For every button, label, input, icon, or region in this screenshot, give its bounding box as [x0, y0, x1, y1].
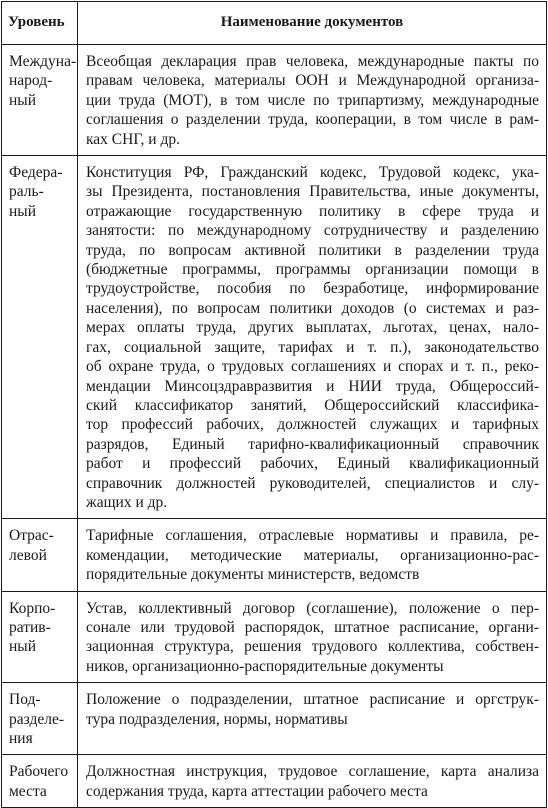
documents-cell: [78, 156, 547, 519]
level-line: ный: [9, 91, 37, 109]
documents-line: соглашения о разделении труда, кооперации, в том числе в рам-: [86, 111, 539, 129]
documents-line: комендации, методические материалы, организационно-рас-: [86, 546, 539, 564]
level-line: Федера-: [9, 164, 63, 182]
documents-line: разрядов, Единый тарифно-квалификационный справочник: [86, 435, 539, 453]
level-line: левой: [9, 546, 47, 564]
documents-line: мерах оплаты труда, других выплатах, льготах, ценах, нало-: [86, 319, 539, 337]
documents-line: Тарифные соглашения, отраслевые нормативы и правила, ре-: [86, 527, 539, 545]
documents-line: зационная структура, решения трудового коллектива, собствен-: [86, 638, 539, 656]
documents-line: порядительные документы министерств, ведомств: [86, 566, 420, 584]
documents-line: населения), по вопросам политики доходов (о системах и раз-: [86, 299, 539, 317]
level-line: ный: [9, 202, 37, 220]
documents-line: Всеобщая декларация прав человека, международные пакты по: [86, 53, 539, 70]
level-line: ратив-: [9, 618, 51, 636]
documents-line: (бюджетные программы, программы организации помощи в: [86, 261, 539, 279]
documents-line: содержания труда, карта аттестации рабочего места: [86, 782, 428, 800]
documents-line: занятости: по международному сотрудничеству и разделению: [86, 222, 539, 240]
documents-cell: [78, 45, 547, 156]
level-cell: [2, 45, 78, 156]
documents-line: тура подразделения, нормы, нормативы: [86, 710, 348, 728]
documents-line: Должностная инструкция, трудовое соглашение, карта анализа: [86, 763, 539, 781]
table-row: [2, 591, 547, 683]
documents-line: жащих и др.: [86, 493, 168, 511]
documents-line: мендации Минсоцздравразвития и НИИ труда, Общероссий-: [86, 377, 539, 395]
header-documents: Наименование документов: [78, 2, 547, 45]
table-row: [2, 45, 547, 156]
level-line: Междуна-: [9, 53, 77, 70]
level-line: ния: [9, 730, 33, 747]
level-line: места: [9, 782, 47, 800]
level-cell: [2, 519, 78, 591]
table-row: [2, 156, 547, 519]
table-row: [2, 519, 547, 591]
level-line: Под-: [9, 691, 41, 709]
table-row: [2, 683, 547, 755]
level-line: Корпо-: [9, 599, 56, 617]
documents-line: отражающие государственную политику в сфере труда и: [86, 202, 539, 220]
documents-table: [1, 1, 547, 808]
documents-line: Устав, коллективный договор (соглашение), положение о пер-: [86, 599, 539, 617]
documents-line: работ и профессий рабочих, Единый квалификационный: [86, 455, 539, 473]
documents-line: ции труда (МОТ), в том числе по трипартизму, международные: [86, 91, 539, 109]
level-line: ный: [9, 638, 37, 656]
level-cell: [2, 156, 78, 519]
level-line: раль-: [9, 183, 44, 201]
documents-line: зы Президента, постановления Правительства, иные документы,: [86, 183, 539, 201]
documents-line: Положение о подразделении, штатное расписание и оргструк-: [86, 691, 539, 709]
level-line: Отрас-: [9, 527, 54, 545]
documents-cell: [78, 591, 547, 683]
documents-cell: [78, 683, 547, 755]
documents-line: ках СНГ, и др.: [86, 130, 180, 148]
level-line: разделе-: [9, 710, 65, 728]
level-line: народ-: [9, 72, 53, 90]
header-level: Уровень: [2, 2, 78, 45]
documents-line: сонале или трудовой распорядок, штатное расписание, органи-: [86, 618, 539, 636]
documents-line: ников, организационно-распорядительные документы: [86, 657, 444, 675]
level-cell: [2, 683, 78, 755]
documents-line: тор профессий рабочих, должностей служащих и тарифных: [86, 416, 539, 434]
documents-line: трудоустройстве, пособия по безработице, информирование: [86, 280, 539, 298]
documents-line: труда, по вопросам активной политики в разделении труда: [86, 241, 539, 259]
documents-line: справочник должностей руководителей, специалистов и слу-: [86, 474, 539, 492]
level-line: Рабочего: [9, 763, 69, 781]
documents-line: об охране труда, о трудовых соглашениях и спорах и т. п., реко-: [86, 358, 539, 376]
table-header-row: [2, 2, 547, 45]
level-cell: [2, 591, 78, 683]
table-row: [2, 755, 547, 808]
documents-line: Конституция РФ, Гражданский кодекс, Трудовой кодекс, ука-: [86, 164, 539, 182]
documents-line: правам человека, материалы ООН и Международной организа-: [86, 72, 539, 90]
documents-cell: [78, 519, 547, 591]
documents-line: гах, социальной защите, тарифах и т. п.), законодательство: [86, 338, 539, 356]
documents-cell: [78, 755, 547, 808]
level-cell: [2, 755, 78, 808]
documents-line: ский классификатор занятий, Общероссийский классифика-: [86, 396, 539, 414]
